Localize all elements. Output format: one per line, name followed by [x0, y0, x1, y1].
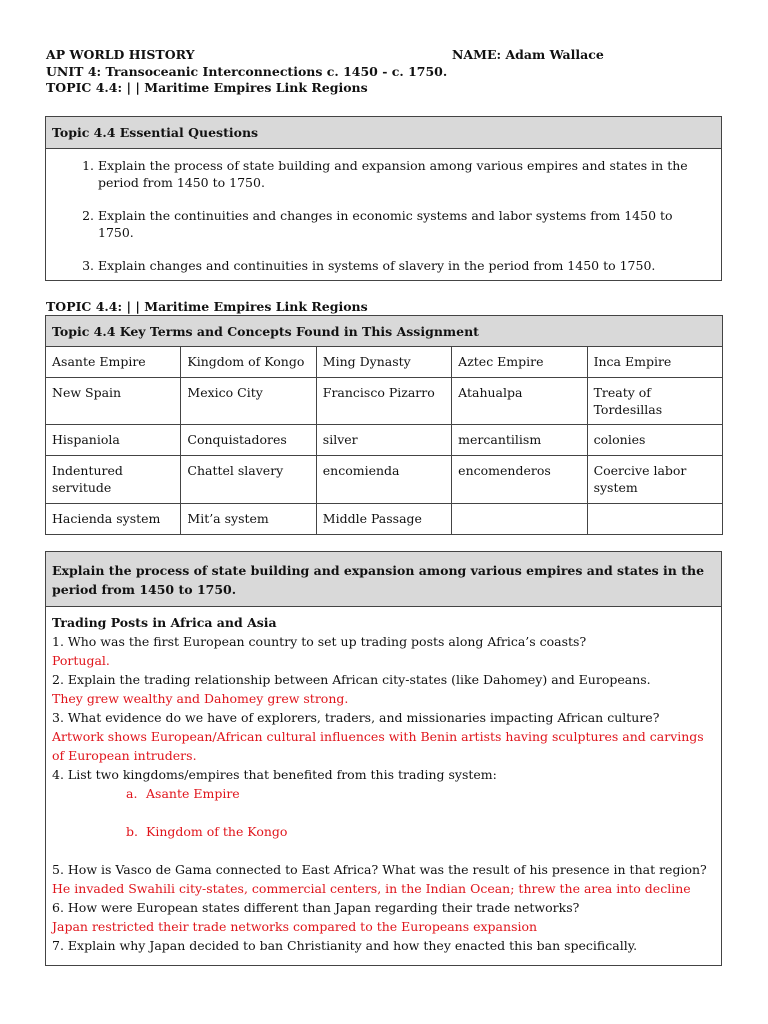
term-cell: Treaty of Tordesillas	[587, 378, 722, 425]
essential-question: 2. Explain the continuities and changes in economic systems and labor systems from 1450 to 1750.	[98, 207, 711, 241]
header	[46, 47, 726, 97]
question-4: 4. List two kingdoms/empires that benefited from this trading system:	[52, 767, 497, 782]
answer-4a	[52, 784, 715, 803]
answer-4a-text: Asante Empire	[146, 786, 240, 801]
answer-4b-text: Kingdom of the Kongo	[146, 824, 288, 839]
spacer	[52, 841, 715, 860]
answer-3: Artwork shows European/African cultural influences with Benin artists having sculptures and carvings of European intruders.	[52, 729, 704, 763]
question-6: 6. How were European states different than Japan regarding their trade networks?	[52, 900, 580, 915]
table-row	[46, 425, 723, 456]
term-cell: Hacienda system	[46, 504, 181, 535]
term-cell: Ming Dynasty	[316, 347, 451, 378]
term-cell: encomienda	[316, 456, 451, 504]
state-building-section	[45, 551, 722, 966]
answer-6: Japan restricted their trade networks compared to the Europeans expansion	[52, 919, 538, 934]
essential-questions-box	[45, 116, 722, 281]
term-cell: colonies	[587, 425, 722, 456]
essential-question: 3. Explain changes and continuities in systems of slavery in the period from 1450 to 1750.	[98, 257, 711, 274]
term-cell: encomenderos	[452, 456, 587, 504]
term-cell: Indentured servitude	[46, 456, 181, 504]
question-5: 5. How is Vasco de Gama connected to East Africa? What was the result of his presence in that region?	[52, 862, 707, 877]
answer-1: Portugal.	[52, 653, 110, 668]
student-name: NAME: Adam Wallace	[452, 47, 604, 62]
unit-title: UNIT 4: Transoceanic Interconnections c. 1450 - c. 1750.	[46, 63, 448, 79]
section-heading: Explain the process of state building and expansion among various empires and states in the period from 1450 to 1750.	[46, 552, 721, 607]
essential-questions-heading: Topic 4.4 Essential Questions	[46, 117, 721, 149]
term-cell: Kingdom of Kongo	[181, 347, 316, 378]
answer-2: They grew wealthy and Dahomey grew strong.	[52, 691, 349, 706]
term-cell: Mit’a system	[181, 504, 316, 535]
essential-question: 1. Explain the process of state building and expansion among various empires and states in the period from 1450 to 1750.	[98, 157, 711, 191]
term-cell-empty	[452, 504, 587, 535]
question-1: 1. Who was the first European country to set up trading posts along Africa’s coasts?	[52, 634, 587, 649]
course-title: AP WORLD HISTORY	[46, 47, 195, 62]
table-row	[46, 347, 723, 378]
term-cell: Hispaniola	[46, 425, 181, 456]
term-cell: Atahualpa	[452, 378, 587, 425]
term-cell: Conquistadores	[181, 425, 316, 456]
term-cell: Inca Empire	[587, 347, 722, 378]
answer-4b	[52, 822, 715, 841]
term-cell: mercantilism	[452, 425, 587, 456]
terms-topic-line: TOPIC 4.4: | | Maritime Empires Link Regions	[46, 299, 368, 314]
term-cell: New Spain	[46, 378, 181, 425]
term-cell-empty	[587, 504, 722, 535]
question-3: 3. What evidence do we have of explorers, traders, and missionaries impacting African culture?	[52, 710, 660, 725]
table-row	[46, 456, 723, 504]
term-cell: Mexico City	[181, 378, 316, 425]
topic-title: TOPIC 4.4: | | Maritime Empires Link Regions	[46, 80, 368, 95]
term-cell: Asante Empire	[46, 347, 181, 378]
list-label: b.	[126, 824, 138, 839]
term-cell: Francisco Pizarro	[316, 378, 451, 425]
term-cell: Coercive labor system	[587, 456, 722, 504]
question-7: 7. Explain why Japan decided to ban Christianity and how they enacted this ban specifically.	[52, 938, 638, 953]
question-2: 2. Explain the trading relationship between African city-states (like Dahomey) and Europeans.	[52, 672, 651, 687]
term-cell: silver	[316, 425, 451, 456]
table-row	[46, 378, 723, 425]
list-label: a.	[126, 786, 138, 801]
section-body	[46, 607, 721, 955]
key-terms-heading: Topic 4.4 Key Terms and Concepts Found in This Assignment	[46, 316, 723, 347]
term-cell: Chattel slavery	[181, 456, 316, 504]
term-cell: Middle Passage	[316, 504, 451, 535]
spacer	[52, 803, 715, 822]
essential-questions-list	[46, 149, 721, 274]
subheading: Trading Posts in Africa and Asia	[52, 615, 277, 630]
term-cell: Aztec Empire	[452, 347, 587, 378]
key-terms-table	[45, 315, 723, 535]
answer-5: He invaded Swahili city-states, commercial centers, in the Indian Ocean; threw the area into decline	[52, 881, 691, 896]
table-row	[46, 504, 723, 535]
